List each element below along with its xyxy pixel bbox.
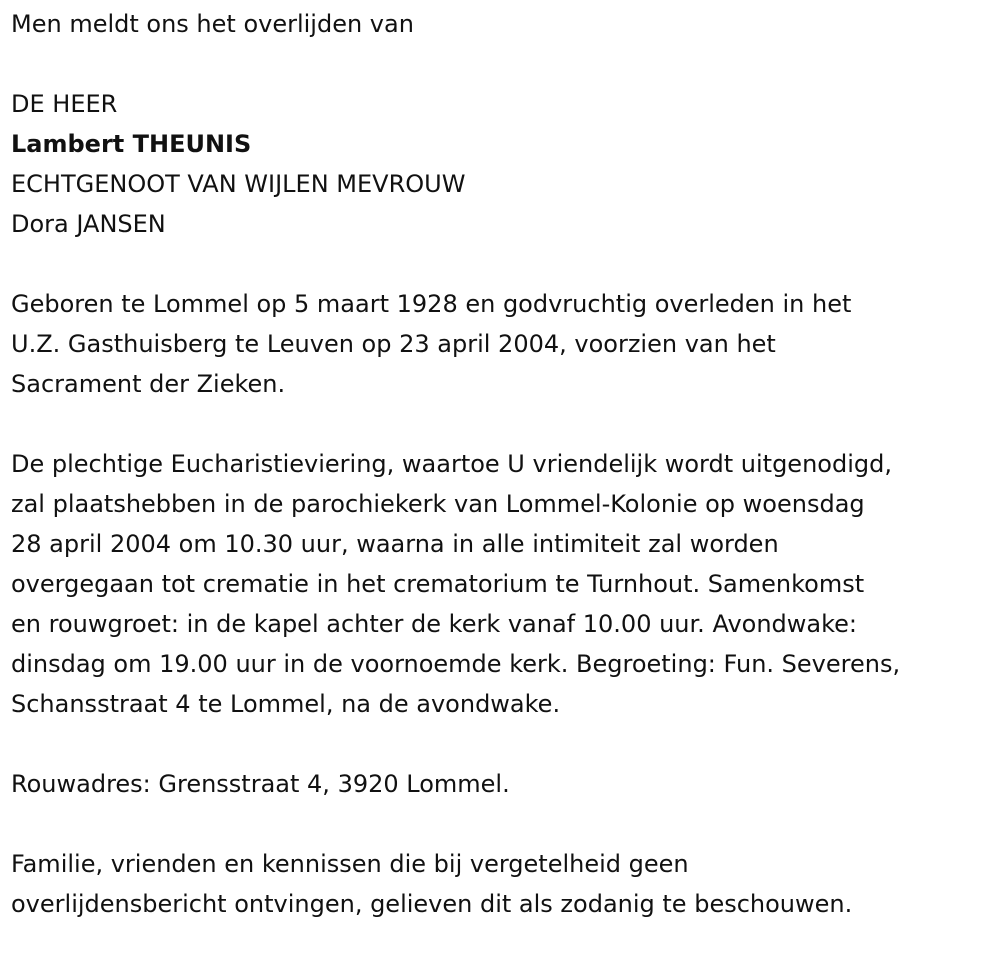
deceased-name: Lambert THEUNIS bbox=[11, 130, 252, 158]
paragraph-line: U.Z. Gasthuisberg te Leuven op 23 april 2004, voorzien van het bbox=[11, 330, 776, 358]
spacer bbox=[11, 44, 996, 84]
paragraph-line: dinsdag om 19.00 uur in de voornoemde kerk. Begroeting: Fun. Severens, bbox=[11, 650, 901, 678]
deceased-title: DE HEER bbox=[11, 90, 118, 118]
paragraph-line: Geboren te Lommel op 5 maart 1928 en godvruchtig overleden in het bbox=[11, 290, 852, 318]
paragraph-line: Sacrament der Zieken. bbox=[11, 370, 286, 398]
paragraph-line: en rouwgroet: in de kapel achter de kerk vanaf 10.00 uur. Avondwake: bbox=[11, 610, 858, 638]
obituary-notice bbox=[11, 4, 996, 924]
spacer bbox=[11, 244, 996, 284]
paragraph-line: Familie, vrienden en kennissen die bij vergetelheid geen bbox=[11, 850, 689, 878]
spacer bbox=[11, 804, 996, 844]
closing-paragraph bbox=[11, 844, 996, 924]
birth-paragraph bbox=[11, 284, 996, 404]
paragraph-line: De plechtige Eucharistieviering, waartoe U vriendelijk wordt uitgenodigd, bbox=[11, 450, 892, 478]
spacer bbox=[11, 404, 996, 444]
paragraph-line: Schansstraat 4 te Lommel, na de avondwake. bbox=[11, 690, 561, 718]
ceremony-paragraph bbox=[11, 444, 996, 724]
paragraph-line: overlijdensbericht ontvingen, gelieven dit als zodanig te beschouwen. bbox=[11, 890, 853, 918]
paragraph-line: 28 april 2004 om 10.30 uur, waarna in alle intimiteit zal worden bbox=[11, 530, 779, 558]
paragraph-line: overgegaan tot crematie in het crematorium te Turnhout. Samenkomst bbox=[11, 570, 865, 598]
paragraph-line: zal plaatshebben in de parochiekerk van Lommel-Kolonie op woensdag bbox=[11, 490, 865, 518]
spouse-label: ECHTGENOOT VAN WIJLEN MEVROUW bbox=[11, 170, 466, 198]
intro-line: Men meldt ons het overlijden van bbox=[11, 10, 414, 38]
spouse-name: Dora JANSEN bbox=[11, 210, 166, 238]
mourning-address: Rouwadres: Grensstraat 4, 3920 Lommel. bbox=[11, 770, 510, 798]
spacer bbox=[11, 724, 996, 764]
